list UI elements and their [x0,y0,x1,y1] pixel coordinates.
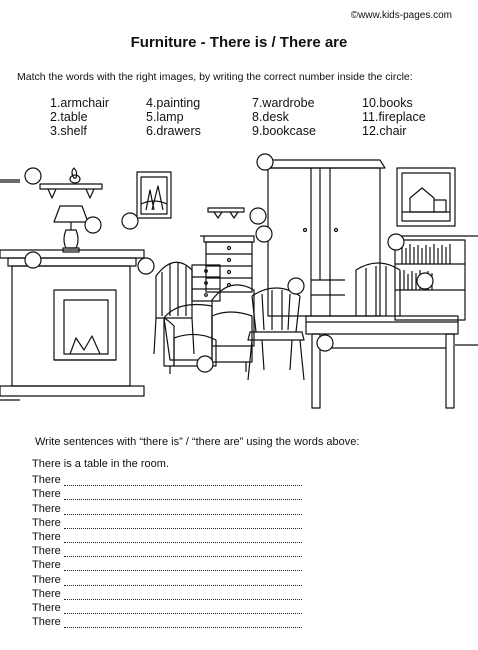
table-illustration [306,316,458,408]
dotted-answer-line[interactable] [64,561,302,571]
line-label: There [32,559,61,572]
lamp-illustration [54,206,88,252]
word-2: 2.table [50,110,88,124]
line-label: There [32,616,61,629]
writing-line[interactable] [32,586,302,600]
writing-line[interactable] [32,529,302,543]
word-3: 3.shelf [50,124,87,138]
writing-line[interactable] [32,614,302,628]
answer-circle-fireplace[interactable] [25,252,41,268]
word-1: 1.armchair [50,96,110,110]
house-painting-illustration [397,168,455,226]
painting-illustration [131,172,171,222]
writing-line[interactable] [32,600,302,614]
line-label: There [32,587,61,600]
answer-circle-table[interactable] [317,335,333,351]
dotted-answer-line[interactable] [64,547,302,557]
shelf-illustration [40,168,102,198]
answer-circle-wardrobe[interactable] [257,154,273,170]
line-label: There [32,502,61,515]
answer-circle-armchair[interactable] [197,356,213,372]
word-8: 8.desk [252,110,289,124]
answer-circle-lamp[interactable] [85,217,101,233]
dotted-answer-line[interactable] [64,519,302,529]
room-illustration [0,150,478,428]
answer-circle-books[interactable] [417,273,433,289]
word-6: 6.drawers [146,124,201,138]
answer-circle-shelf[interactable] [25,168,41,184]
line-label: There [32,601,61,614]
answer-circle-chair[interactable] [288,278,304,294]
writing-line[interactable] [32,557,302,571]
answer-circle-house-painting[interactable] [388,234,404,250]
dotted-answer-line[interactable] [64,604,302,614]
dotted-answer-line[interactable] [64,505,302,515]
answer-circle-wall-shelf[interactable] [250,208,266,224]
word-4: 4.painting [146,96,201,110]
drawers-illustration [204,236,254,292]
answer-circle-painting[interactable] [122,213,138,229]
word-12: 12.chair [362,124,407,138]
writing-line[interactable] [32,571,302,585]
word-5: 5.lamp [146,110,184,124]
line-label: There [32,573,61,586]
wardrobe-illustration [263,160,385,316]
line-label: There [32,516,61,529]
word-7: 7.wardrobe [252,96,315,110]
line-label: There [32,530,61,543]
chair-right-illustration [356,263,400,316]
writing-line[interactable] [32,472,302,486]
write-instruction: Write sentences with “there is” / “there are” using the words above: [35,436,360,448]
line-label: There [32,474,61,487]
dotted-answer-line[interactable] [64,618,302,628]
answer-circle-chair-back[interactable] [138,258,154,274]
example-sentence: There is a table in the room. [32,458,169,470]
wall-shelf-illustration [208,208,244,218]
word-11: 11.fireplace [362,110,426,124]
line-label: There [32,488,61,501]
writing-lines [32,472,302,628]
answer-circle-drawers[interactable] [256,226,272,242]
dotted-answer-line[interactable] [64,490,302,500]
word-bank [50,96,470,142]
writing-line[interactable] [32,500,302,514]
writing-line[interactable] [32,486,302,500]
match-instruction: Match the words with the right images, by writing the correct number inside the circle: [17,71,413,83]
worksheet-title: Furniture - There is / There are [130,34,348,51]
word-10: 10.books [362,96,413,110]
writing-line[interactable] [32,515,302,529]
word-9: 9.bookcase [252,124,316,138]
dotted-answer-line[interactable] [64,576,302,586]
dotted-answer-line[interactable] [64,590,302,600]
fireplace-illustration [0,250,144,396]
copyright: ©www.kids-pages.com [350,10,452,21]
writing-line[interactable] [32,543,302,557]
dotted-answer-line[interactable] [64,476,302,486]
line-label: There [32,545,61,558]
chair-illustration [248,288,304,380]
dotted-answer-line[interactable] [64,533,302,543]
